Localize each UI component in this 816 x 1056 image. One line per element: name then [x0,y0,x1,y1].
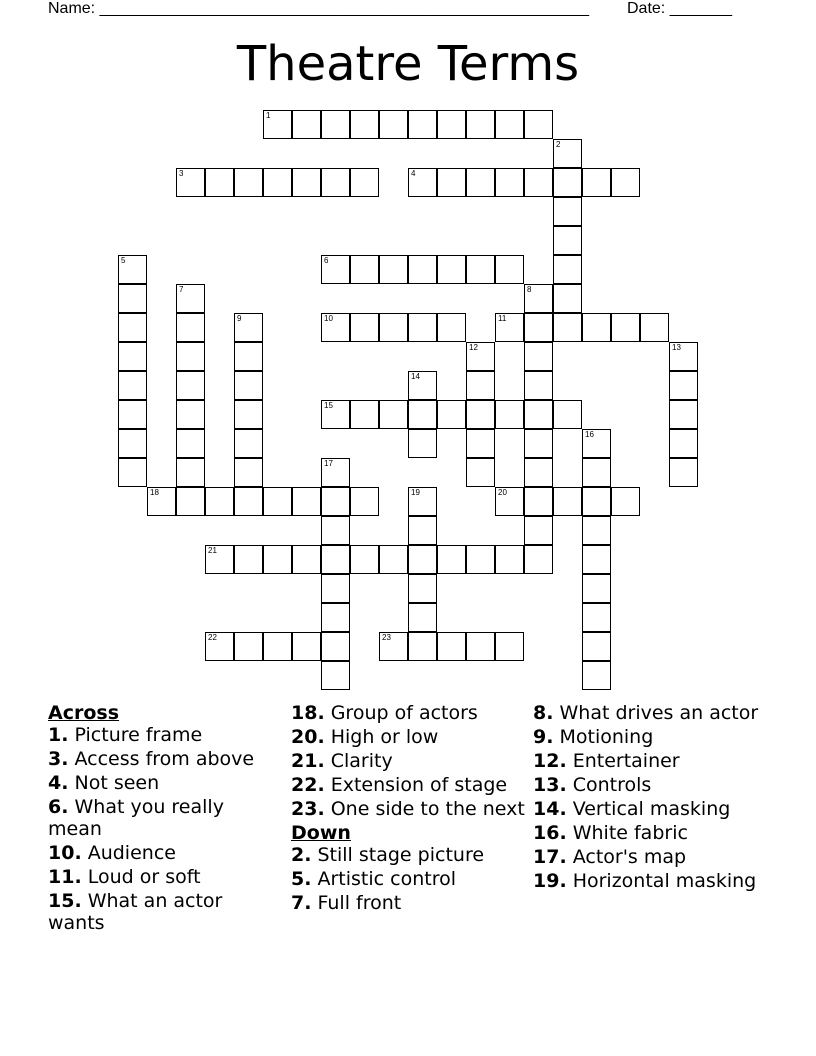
grid-cell[interactable] [408,574,437,603]
clue-item [533,846,773,868]
grid-cell[interactable] [321,574,350,603]
grid-cell[interactable] [176,371,205,400]
clue-item-number: 11. [48,866,82,888]
clue-item-number: 2. [291,844,312,866]
clue-item-text: Full front [311,892,402,914]
down-heading: Down [291,822,351,844]
clue-number: 15 [324,401,333,410]
grid-cell[interactable] [553,400,582,429]
grid-cell[interactable] [321,603,350,632]
grid-cell[interactable] [437,110,466,139]
grid-cell[interactable] [263,545,292,574]
grid-cell[interactable] [234,458,263,487]
clue-item [291,868,526,890]
grid-cell[interactable] [408,371,437,400]
grid-cell[interactable] [524,545,553,574]
grid-cell[interactable] [176,313,205,342]
across-heading: Across [48,702,120,724]
clue-item-text: Group of actors [324,702,478,724]
clue-item-text: One side to the next [324,798,525,820]
grid-cell[interactable] [234,313,263,342]
grid-cell[interactable] [118,371,147,400]
clue-item-text: Vertical masking [566,798,731,820]
clue-number: 6 [324,256,329,265]
date-field[interactable]: Date: _______ [627,0,732,17]
clue-item [533,774,773,796]
clue-item-text: Controls [566,774,652,796]
grid-cell[interactable] [669,342,698,371]
grid-cell[interactable] [524,342,553,371]
grid-cell[interactable] [234,545,263,574]
clue-item-text: Motioning [553,726,654,748]
grid-cell[interactable] [292,110,321,139]
grid-cell[interactable] [321,487,350,516]
grid-cell[interactable] [321,458,350,487]
clue-item-number: 14. [533,798,567,820]
grid-cell[interactable] [495,313,524,342]
grid-cell[interactable] [263,110,292,139]
grid-cell[interactable] [582,661,611,690]
clue-item-number: 23. [291,798,325,820]
grid-cell[interactable] [437,168,466,197]
clue-item-number: 4. [48,772,69,794]
clue-item-number: 17. [533,846,567,868]
grid-cell[interactable] [524,313,553,342]
clue-item-text: Picture frame [68,724,203,746]
grid-cell[interactable] [582,516,611,545]
grid-cell[interactable] [408,603,437,632]
grid-cell[interactable] [321,255,350,284]
grid-cell[interactable] [524,284,553,313]
clue-item-text: Audience [81,842,176,864]
clue-item [48,748,278,770]
grid-cell[interactable] [524,371,553,400]
grid-cell[interactable] [350,400,379,429]
grid-cell[interactable] [553,226,582,255]
grid-cell[interactable] [408,516,437,545]
clue-number: 14 [411,372,420,381]
across-clue-list [48,724,278,934]
grid-cell[interactable] [466,458,495,487]
clue-number: 22 [208,633,217,642]
grid-cell[interactable] [118,313,147,342]
clue-item-number: 12. [533,750,567,772]
clue-number: 7 [179,285,184,294]
grid-cell[interactable] [379,255,408,284]
grid-cell[interactable] [350,313,379,342]
grid-cell[interactable] [611,168,640,197]
grid-cell[interactable] [292,632,321,661]
grid-cell[interactable] [118,429,147,458]
grid-cell[interactable] [321,516,350,545]
grid-cell[interactable] [350,168,379,197]
grid-cell[interactable] [553,313,582,342]
grid-cell[interactable] [524,400,553,429]
clue-item-text: What drives an actor [553,702,759,724]
clue-item [533,870,773,892]
clue-item-text: Access from above [68,748,255,770]
grid-cell[interactable] [176,342,205,371]
grid-cell[interactable] [234,487,263,516]
clue-item-text: Artistic control [311,868,457,890]
grid-cell[interactable] [408,487,437,516]
clue-item [533,702,773,724]
clue-item [48,772,278,794]
down-clue-list-continued [533,702,773,892]
grid-cell[interactable] [669,371,698,400]
grid-cell[interactable] [669,400,698,429]
grid-cell[interactable] [524,458,553,487]
clue-column-3 [533,702,773,894]
clue-item-text: Extension of stage [324,774,508,796]
grid-cell[interactable] [321,632,350,661]
grid-cell[interactable] [408,110,437,139]
clue-item-text: What you really mean [48,796,224,840]
grid-cell[interactable] [205,632,234,661]
clue-number: 12 [469,343,478,352]
grid-cell[interactable] [408,545,437,574]
grid-cell[interactable] [263,632,292,661]
clue-number: 3 [179,169,184,178]
clue-item-text: Loud or soft [81,866,201,888]
grid-cell[interactable] [553,284,582,313]
grid-cell[interactable] [553,197,582,226]
grid-cell[interactable] [292,487,321,516]
grid-cell[interactable] [350,255,379,284]
grid-cell[interactable] [582,574,611,603]
grid-cell[interactable] [234,168,263,197]
grid-cell[interactable] [379,400,408,429]
clue-item-text: Clarity [324,750,393,772]
grid-cell[interactable] [176,168,205,197]
grid-cell[interactable] [437,545,466,574]
grid-cell[interactable] [176,429,205,458]
grid-cell[interactable] [437,255,466,284]
clue-item [48,796,278,840]
clue-item-number: 1. [48,724,69,746]
clue-item [291,844,526,866]
clue-number: 21 [208,546,217,555]
grid-cell[interactable] [234,371,263,400]
grid-cell[interactable] [582,313,611,342]
grid-cell[interactable] [466,371,495,400]
grid-cell[interactable] [379,313,408,342]
clue-item [48,866,278,888]
clue-item-text: White fabric [566,822,688,844]
clue-number: 18 [150,488,159,497]
grid-cell[interactable] [495,400,524,429]
grid-cell[interactable] [234,632,263,661]
grid-cell[interactable] [553,168,582,197]
grid-cell[interactable] [669,429,698,458]
grid-cell[interactable] [292,168,321,197]
grid-cell[interactable] [582,487,611,516]
grid-cell[interactable] [466,168,495,197]
grid-cell[interactable] [553,139,582,168]
clue-item-number: 8. [533,702,554,724]
grid-cell[interactable] [582,429,611,458]
grid-cell[interactable] [147,487,176,516]
clue-item [291,798,526,820]
clue-item-number: 16. [533,822,567,844]
grid-cell[interactable] [437,632,466,661]
clue-number: 17 [324,459,333,468]
grid-cell[interactable] [263,168,292,197]
grid-cell[interactable] [466,400,495,429]
grid-cell[interactable] [640,313,669,342]
clue-item-number: 21. [291,750,325,772]
grid-cell[interactable] [205,168,234,197]
clue-number: 5 [121,256,126,265]
grid-cell[interactable] [495,545,524,574]
grid-cell[interactable] [321,110,350,139]
grid-cell[interactable] [437,400,466,429]
clue-column-2 [291,702,526,916]
clue-number: 4 [411,169,416,178]
clue-item-number: 5. [291,868,312,890]
grid-cell[interactable] [582,632,611,661]
grid-cell[interactable] [495,632,524,661]
grid-cell[interactable] [234,400,263,429]
clue-item-text: Actor's map [566,846,687,868]
clue-item [48,890,278,934]
grid-cell[interactable] [408,313,437,342]
grid-cell[interactable] [611,313,640,342]
clue-item [48,842,278,864]
grid-cell[interactable] [408,168,437,197]
clue-item [291,892,526,914]
grid-cell[interactable] [553,255,582,284]
grid-cell[interactable] [495,168,524,197]
clue-number: 11 [498,314,507,323]
grid-cell[interactable] [234,429,263,458]
grid-cell[interactable] [176,458,205,487]
grid-cell[interactable] [495,255,524,284]
grid-cell[interactable] [176,284,205,313]
clue-item-number: 6. [48,796,69,818]
clue-item-number: 10. [48,842,82,864]
grid-cell[interactable] [118,400,147,429]
grid-cell[interactable] [524,110,553,139]
grid-cell[interactable] [524,429,553,458]
grid-cell[interactable] [176,400,205,429]
grid-cell[interactable] [524,487,553,516]
clue-number: 23 [382,633,391,642]
grid-cell[interactable] [321,313,350,342]
clue-item-number: 20. [291,726,325,748]
grid-cell[interactable] [234,342,263,371]
clue-column-1 [48,702,278,936]
clue-item [291,750,526,772]
grid-cell[interactable] [321,168,350,197]
name-field[interactable]: Name: _______________________________________________________ [48,0,589,17]
grid-cell[interactable] [118,284,147,313]
grid-cell[interactable] [408,632,437,661]
puzzle-title: Theatre Terms [236,36,580,92]
grid-cell[interactable] [495,110,524,139]
grid-cell[interactable] [466,632,495,661]
grid-cell[interactable] [524,168,553,197]
grid-cell[interactable] [176,487,205,516]
grid-cell[interactable] [321,545,350,574]
clue-item [291,702,526,724]
clue-number: 13 [672,343,681,352]
grid-cell[interactable] [205,487,234,516]
clue-item-number: 9. [533,726,554,748]
grid-cell[interactable] [466,255,495,284]
grid-cell[interactable] [379,545,408,574]
clue-item-number: 22. [291,774,325,796]
clue-item [533,798,773,820]
grid-cell[interactable] [669,458,698,487]
grid-cell[interactable] [466,110,495,139]
clue-item-text: Horizontal masking [566,870,757,892]
clue-number: 16 [585,430,594,439]
clue-item-number: 13. [533,774,567,796]
clue-item-number: 15. [48,890,82,912]
clue-item [291,774,526,796]
clue-number: 2 [556,140,561,149]
clue-item [533,726,773,748]
grid-cell[interactable] [379,110,408,139]
grid-cell[interactable] [495,487,524,516]
clue-number: 1 [266,111,271,120]
clue-item-number: 18. [291,702,325,724]
grid-cell[interactable] [118,342,147,371]
clue-item [291,726,526,748]
grid-cell[interactable] [118,458,147,487]
grid-cell[interactable] [611,487,640,516]
grid-cell[interactable] [321,400,350,429]
clue-number: 19 [411,488,420,497]
clue-item-number: 19. [533,870,567,892]
grid-cell[interactable] [553,487,582,516]
grid-cell[interactable] [205,545,234,574]
clue-item-text: High or low [324,726,439,748]
clue-item [533,750,773,772]
clue-number: 8 [527,285,532,294]
clue-item-text: What an actor wants [48,890,223,934]
grid-cell[interactable] [408,429,437,458]
grid-cell[interactable] [263,487,292,516]
grid-cell[interactable] [350,487,379,516]
grid-cell[interactable] [379,632,408,661]
clue-item [533,822,773,844]
grid-cell[interactable] [582,458,611,487]
across-clue-list-continued [291,702,526,820]
clue-item-text: Still stage picture [311,844,485,866]
grid-cell[interactable] [524,516,553,545]
clue-number: 10 [324,314,333,323]
grid-cell[interactable] [118,255,147,284]
grid-cell[interactable] [582,168,611,197]
grid-cell[interactable] [437,313,466,342]
grid-cell[interactable] [321,661,350,690]
clue-item-text: Not seen [68,772,160,794]
grid-cell[interactable] [350,545,379,574]
grid-cell[interactable] [582,545,611,574]
clue-item [48,724,278,746]
down-clue-list [291,844,526,914]
clue-item-text: Entertainer [566,750,680,772]
grid-cell[interactable] [582,603,611,632]
grid-cell[interactable] [466,342,495,371]
grid-cell[interactable] [408,400,437,429]
grid-cell[interactable] [350,110,379,139]
grid-cell[interactable] [408,255,437,284]
clue-number: 20 [498,488,507,497]
clue-number: 9 [237,314,242,323]
grid-cell[interactable] [292,545,321,574]
clue-item-number: 7. [291,892,312,914]
grid-cell[interactable] [466,545,495,574]
grid-cell[interactable] [466,429,495,458]
clue-item-number: 3. [48,748,69,770]
